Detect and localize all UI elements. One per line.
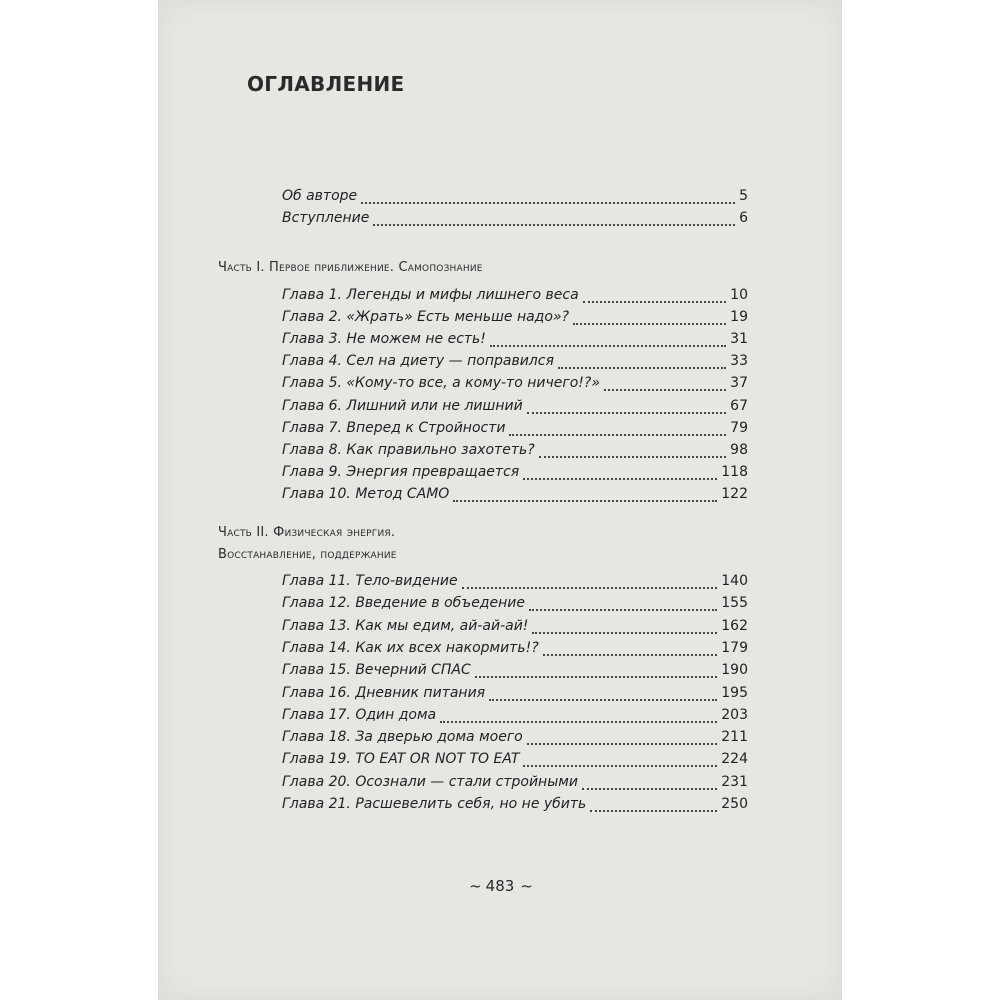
toc-entry-label: Глава 2. «Жрать» Есть меньше надо»? [282, 309, 569, 326]
leader-dots [527, 402, 726, 414]
toc-entry-label: Вступление [282, 210, 370, 226]
toc-entry-label: Глава 17. Один дома [282, 706, 437, 723]
toc-entry-page: 6 [739, 210, 748, 226]
toc-entry-page: 190 [721, 662, 748, 679]
toc-entry-page: 10 [730, 287, 748, 303]
toc-entry-label: Об авторе [282, 188, 358, 204]
leader-dots [529, 599, 717, 611]
toc-entry-page: 33 [730, 353, 748, 370]
toc-entry-label: Глава 4. Сел на диету — поправился [282, 353, 554, 370]
part-heading-line1: Часть II. Физическая энергия. [218, 525, 396, 540]
toc-entry [282, 486, 748, 506]
toc-entry-label: Глава 16. Дневник питания [282, 684, 486, 701]
page-number [0, 877, 1000, 895]
leader-dots [509, 424, 726, 436]
toc-entry-label: Глава 9. Энергия превращается [282, 463, 520, 480]
toc-entry-page: 179 [721, 639, 748, 656]
toc-entry [282, 662, 748, 682]
leader-dots [453, 490, 717, 502]
toc-entry [282, 442, 748, 462]
toc-entry-page: 162 [721, 617, 748, 634]
toc-entry-page: 19 [730, 309, 748, 326]
toc-entry-page: 231 [721, 773, 748, 790]
toc-entry-label: Глава 21. Расшевелить себя, но не убить [282, 796, 587, 812]
ornament-right: ~ [520, 877, 531, 895]
leader-dots [489, 689, 717, 701]
leader-dots [462, 577, 718, 589]
toc-entry [282, 640, 748, 660]
leader-dots [373, 214, 735, 226]
leader-dots [604, 379, 726, 391]
leader-dots [523, 468, 717, 480]
toc-entry-label: Глава 18. За дверью дома моего [282, 729, 523, 746]
toc-entry [282, 420, 748, 440]
leader-dots [539, 446, 727, 458]
toc-entry-label: Глава 15. Вечерний СПАС [282, 662, 471, 679]
toc-entry-page: 203 [721, 706, 748, 723]
toc-entry-page: 5 [739, 188, 748, 204]
leader-dots [590, 800, 717, 812]
toc-entry [282, 188, 748, 208]
toc-entry [282, 796, 748, 816]
toc-entry [282, 729, 748, 749]
toc-entry-page: 67 [730, 397, 748, 414]
toc-entry-label: Глава 10. Метод САМО [282, 485, 450, 502]
toc-entry-label: Глава 1. Легенды и мифы лишнего веса [282, 287, 579, 303]
leader-dots [573, 313, 726, 325]
toc-entry [282, 685, 748, 705]
toc-entry [282, 707, 748, 727]
toc-entry-label: Глава 8. Как правильно захотеть? [282, 441, 535, 458]
toc-entry [282, 309, 748, 329]
toc-entry-page: 155 [721, 595, 748, 612]
toc-entry [282, 774, 748, 794]
toc-entry-label: Глава 5. «Кому-то все, а кому-то ничего!?» [282, 375, 600, 392]
toc-entry [282, 751, 748, 771]
toc-entry-page: 250 [721, 796, 748, 812]
leader-dots [523, 755, 717, 767]
toc-entry-page: 79 [730, 419, 748, 436]
toc-entry-label: Глава 14. Как их всех накормить!? [282, 639, 539, 656]
toc-entry [282, 210, 748, 230]
toc-entry-label: Глава 20. Осознали — стали стройными [282, 773, 578, 790]
toc-entry [282, 331, 748, 351]
toc-entry-page: 31 [730, 331, 748, 348]
toc-entry [282, 595, 748, 615]
leader-dots [532, 622, 717, 634]
page-number-value: 483 [485, 877, 515, 895]
toc-entry-label: Глава 13. Как мы едим, ай-ай-ай! [282, 617, 529, 634]
toc-entry-page: 122 [721, 485, 748, 502]
toc-entry [282, 287, 748, 307]
leader-dots [475, 666, 717, 678]
toc-entry [282, 375, 748, 395]
toc-entry-page: 140 [721, 573, 748, 589]
toc-entry-page: 98 [730, 441, 748, 458]
toc-entry-page: 118 [721, 463, 748, 480]
leader-dots [440, 711, 717, 723]
leader-dots [583, 291, 726, 303]
leader-dots [582, 778, 717, 790]
leader-dots [490, 335, 726, 347]
leader-dots [361, 192, 735, 204]
toc-entry [282, 353, 748, 373]
part-heading-line2: Восстанавление, поддержание [218, 547, 397, 562]
part-heading: Часть I. Первое приближение. Самопознание [218, 260, 483, 275]
toc-entry-label: Глава 7. Вперед к Стройности [282, 419, 506, 436]
toc-entry-label: Глава 6. Лишний или не лишний [282, 397, 523, 414]
leader-dots [527, 733, 718, 745]
toc-entry-label: Глава 12. Введение в объедение [282, 595, 525, 612]
toc-entry [282, 398, 748, 418]
toc-entry [282, 618, 748, 638]
toc-entry-page: 211 [721, 729, 748, 746]
toc-entry-label: Глава 3. Не можем не есть! [282, 331, 486, 348]
toc-entry-page: 224 [721, 751, 748, 768]
page-title: ОГЛАВЛЕНИЕ [247, 72, 405, 96]
toc-entry-label: Глава 19. TO EAT OR NOT TO EAT [282, 751, 520, 768]
toc-entry [282, 573, 748, 593]
toc-entry-page: 195 [721, 684, 748, 701]
leader-dots [558, 357, 726, 369]
toc-entry-label: Глава 11. Тело-видение [282, 573, 458, 589]
toc-entry [282, 464, 748, 484]
ornament-left: ~ [469, 877, 480, 895]
toc-entry-page: 37 [730, 375, 748, 392]
leader-dots [543, 644, 718, 656]
